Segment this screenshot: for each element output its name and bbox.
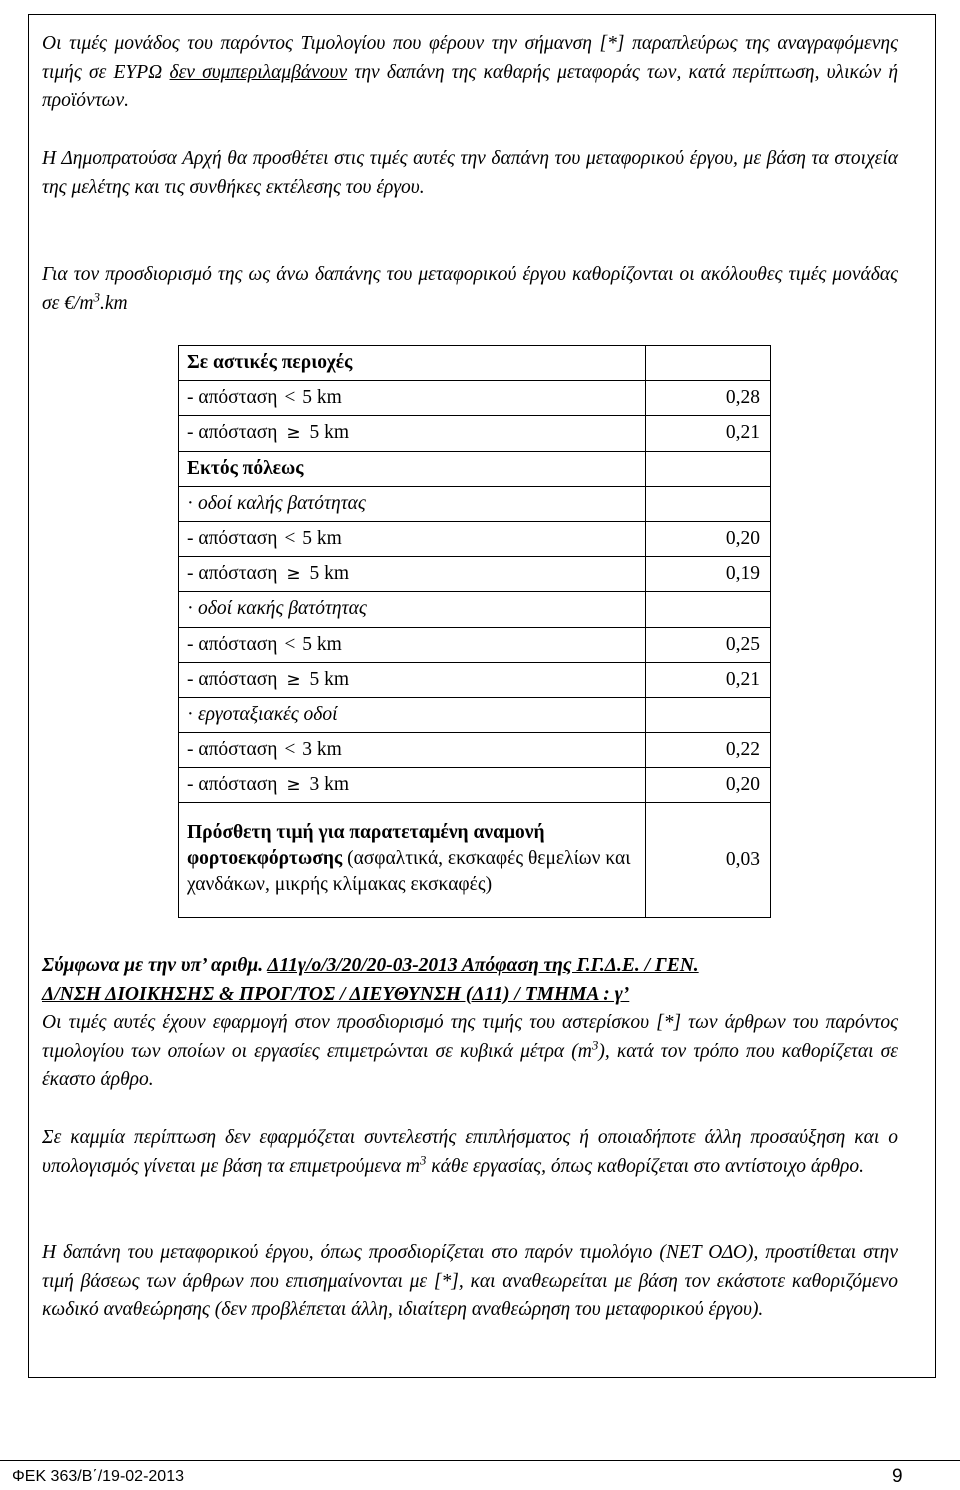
bad-lt-value: 0,25 xyxy=(646,627,771,662)
table-row xyxy=(179,627,771,662)
site-lt-label: - απόσταση < 3 km xyxy=(179,733,646,768)
table-row xyxy=(179,662,771,697)
bad-ge-value: 0,21 xyxy=(646,662,771,697)
unit-sup: 3 xyxy=(93,289,100,304)
decision-reference: Σύμφωνα με την υπ’ αριθμ. Δ11γ/ο/3/20/20-03-2013 Απόφαση της Γ.Γ.Δ.Ε. / ΓΕΝ. Δ/ΝΣΗ ΔΙΟΙΚΗΣΗΣ & ΠΡΟΓ/ΤΟΣ / ΔΙΕΥΘΥΝΣΗ (Δ11) / ΤΜΗΜΑ : γ’ xyxy=(42,955,699,1005)
table-row xyxy=(179,486,771,521)
table-row xyxy=(179,451,771,486)
bad-roads-heading: · οδοί κακής βατότητας xyxy=(179,592,646,627)
good-roads-heading: · οδοί καλής βατότητας xyxy=(179,486,646,521)
footer-gazette-ref: ΦΕΚ 363/Β΄/19-02-2013 xyxy=(12,1468,184,1485)
table-row xyxy=(179,768,771,803)
table-row xyxy=(179,592,771,627)
good-lt-value: 0,20 xyxy=(646,521,771,556)
site-roads-heading: · εργοταξιακές οδοί xyxy=(179,697,646,732)
table-row xyxy=(179,697,771,732)
table-row xyxy=(179,381,771,416)
good-ge-value: 0,19 xyxy=(646,557,771,592)
table-row xyxy=(179,733,771,768)
site-ge-value: 0,20 xyxy=(646,768,771,803)
paragraph-transport-cost: Η δαπάνη του μεταφορικού έργου, όπως προσδιορίζεται στο παρόν τιμολόγιο (ΝΕΤ ΟΔΟ), προστίθεται στην τιμή βάσεως των άρθρων που επισημαίνονται με [*], και αναθεωρείται με βάση τον εκάστοτε καθοριζόμενο κωδικό αναθεώρησης (δεν προβλέπεται άλλη, ιδιαίτερη αναθεώρηση του μεταφορικού έργου). xyxy=(42,1242,898,1320)
bad-lt-label: - απόσταση < 5 km xyxy=(179,627,646,662)
urban-heading: Σε αστικές περιοχές xyxy=(179,346,646,381)
unit-prices-text: Για τον προσδιορισμό της ως άνω δαπάνης του μεταφορικού έργου καθορίζονται οι ακόλουθες τιμές μονάδας σε xyxy=(42,264,898,314)
unit-km: .km xyxy=(99,292,128,314)
urban-lt-value: 0,28 xyxy=(646,381,771,416)
rates-table xyxy=(178,345,771,918)
paragraph-no-surcharge: Σε καμμία περίπτωση δεν εφαρμόζεται συντελεστής επιπλήσματος ή οποιαδήποτε άλλη προσαύξηση και ο υπολογισμός γίνεται με βάση τα επιμετρούμενα $m^3$ κάθε εργασίας, όπως καθορίζεται στο αντίστοιχο άρθρο. xyxy=(42,1127,898,1177)
table-row xyxy=(179,557,771,592)
extra-price-label: Πρόσθετη τιμή για παρατεταμένη αναμονή φορτοεκφόρτωσης (ασφαλτικά, εκσκαφές θεμελίων και χανδάκων, μικρής κλίμακας εκσκαφές) xyxy=(179,803,646,918)
page-number: 9 xyxy=(892,1466,903,1487)
urban-ge-label: - απόσταση ≥ 5 km xyxy=(179,416,646,451)
table-row xyxy=(179,521,771,556)
paragraph-unit-prices xyxy=(42,261,898,318)
paragraph-intro xyxy=(42,30,898,116)
bad-ge-label: - απόσταση ≥ 5 km xyxy=(179,662,646,697)
intro-text-end: την δαπάνη της καθαρής μεταφοράς των, κατά περίπτωση, υλικών ή προϊόντων. xyxy=(42,61,899,111)
site-lt-value: 0,22 xyxy=(646,733,771,768)
site-ge-label: - απόσταση ≥ 3 km xyxy=(179,768,646,803)
intro-text: Οι τιμές μονάδος του παρόντος Τιμολογίου που φέρουν την σήμανση [*] παραπλεύρως της αναγραφόμενης τιμής σε ΕΥΡΩ xyxy=(42,33,898,83)
table-row xyxy=(179,803,771,918)
unit-prices-unit: €/m xyxy=(64,292,94,314)
good-lt-label: - απόσταση < 5 km xyxy=(179,521,646,556)
footer-rule xyxy=(0,1460,960,1461)
paragraph-authority: Η Δημοπρατούσα Αρχή θα προσθέτει στις τιμές αυτές την δαπάνη του μεταφορικού έργου, με βάση τα στοιχεία της μελέτης και τις συνθήκες εκτέλεσης του έργου. xyxy=(42,148,898,198)
extra-price-value: 0,03 xyxy=(646,803,771,918)
paragraph-asterisk: Οι τιμές αυτές έχουν εφαρμογή στον προσδιορισμό της τιμής του αστερίσκου [*] των άρθρων του παρόντος τιμολογίου των οποίων οι εργασίες επιμετρώνται σε κυβικά μέτρα $(m^3)$, κατά τον τρόπο που καθορίζεται σε έκαστο άρθρο. xyxy=(42,1012,898,1090)
intro-underlined: δεν συμπεριλαμβάνουν xyxy=(169,61,348,83)
urban-lt-label: - απόσταση < 5 km xyxy=(179,381,646,416)
good-ge-label: - απόσταση ≥ 5 km xyxy=(179,557,646,592)
table-row xyxy=(179,416,771,451)
table-row xyxy=(179,346,771,381)
outside-heading: Εκτός πόλεως xyxy=(179,451,646,486)
urban-ge-value: 0,21 xyxy=(646,416,771,451)
